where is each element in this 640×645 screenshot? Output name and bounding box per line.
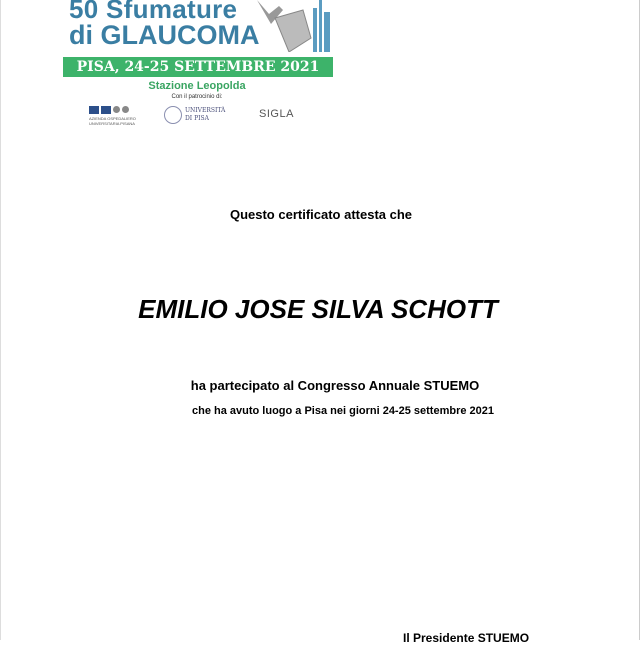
sponsor2-line2: DI PISA (185, 115, 209, 122)
logo-title-line1: 50 Sfumature (69, 0, 238, 24)
logo-banner: PISA, 24-25 SETTEMBRE 2021 (63, 57, 333, 77)
certificate-intro: Questo certificato attesta che (229, 207, 413, 222)
signature-label: Il Presidente STUEMO (403, 631, 530, 645)
sponsor1-label: AZIENDA OSPEDALIERO UNIVERSITARIA PISANA (89, 116, 136, 126)
participation-line: ha partecipato al Congresso Annuale STUEMO (190, 378, 480, 393)
sponsor-aoup-logo (89, 106, 139, 126)
logo-title-line2: di GLAUCOMA (69, 20, 260, 50)
sponsor-unipi-logo (164, 106, 225, 124)
sponsor3-label: SIGLA (259, 108, 294, 120)
logo-venue: Stazione Leopolda (148, 80, 246, 92)
event-details-line: che ha avuto luogo a Pisa nei giorni 24-25 settembre 2021 (192, 405, 494, 417)
skyline-illustration-icon (249, 0, 331, 52)
recipient-name: EMILIO JOSE SILVA SCHOTT (138, 294, 498, 324)
event-logo (59, 0, 335, 135)
logo-patronage: Con il patrocinio di: (171, 94, 223, 100)
sponsor2-line1: UNIVERSITÀ (185, 107, 226, 114)
